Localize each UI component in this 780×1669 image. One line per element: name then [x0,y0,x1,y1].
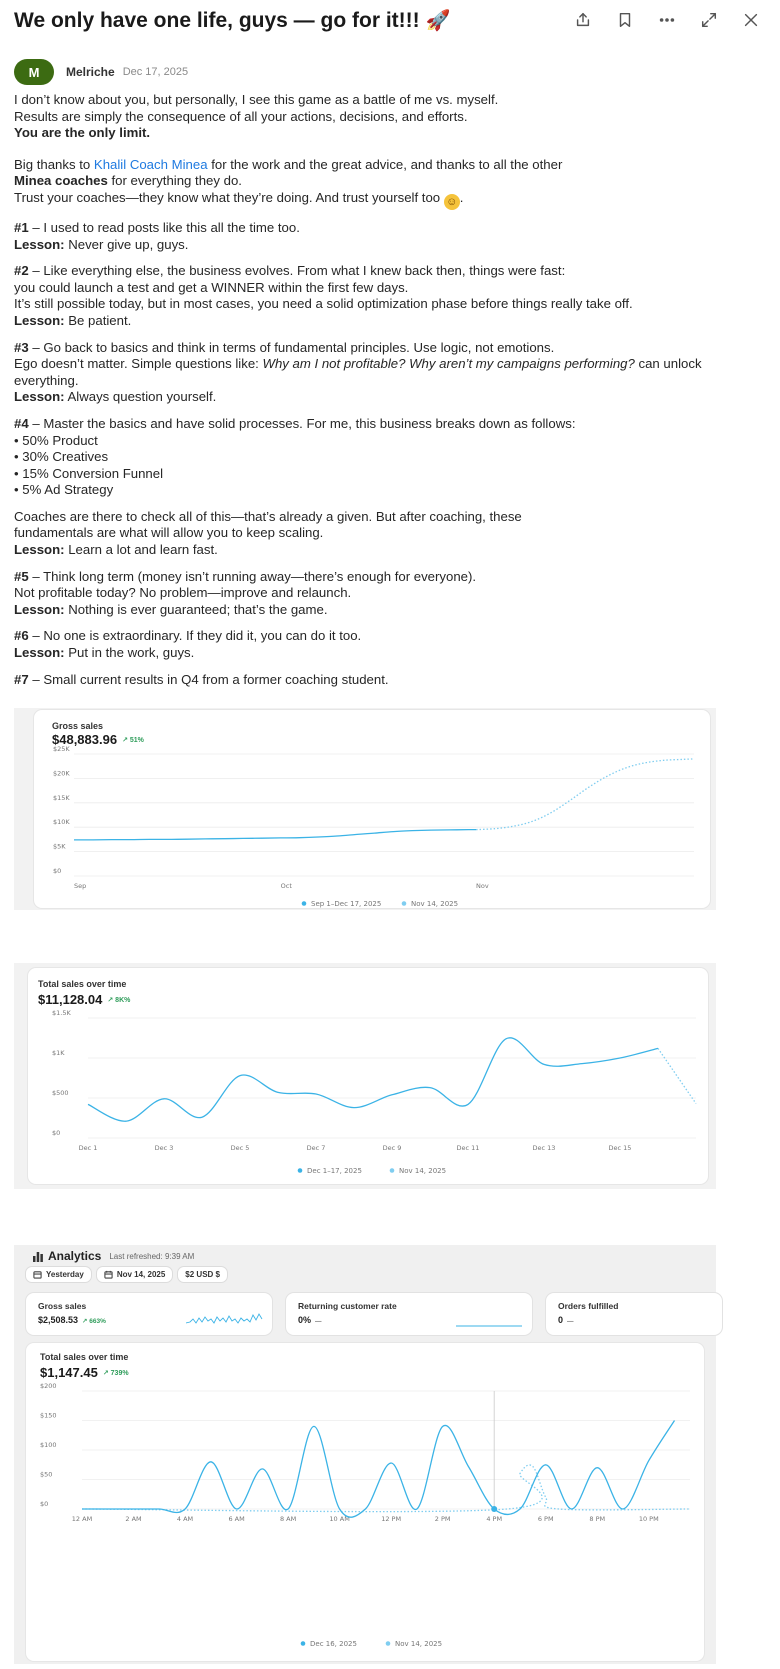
intro-paragraph: I don’t know about you, but personally, I see this game as a battle of me vs. myself. Results are simply the consequence of all your actions, decisions, and efforts. You are the only limit. [14,92,499,141]
x-tick-label: 12 AM [71,1515,93,1523]
y-tick-label: $100 [40,1441,57,1449]
legend-label: Nov 14, 2025 [395,1640,443,1648]
hover-point [491,1506,497,1512]
y-tick-label: $0 [53,867,62,875]
x-tick-label: Dec 11 [456,1144,480,1152]
metric-value: 0% — [298,1315,322,1325]
point-1: #1 – I used to read posts like this all the time too. Lesson: Never give up, guys. [14,219,300,252]
metric-sparkline [186,1309,266,1327]
list-item: • 15% Conversion Funnel [14,466,766,483]
metric-sparkline [456,1322,522,1330]
post-header [0,0,780,42]
avatar[interactable]: M [14,59,54,85]
legend-swatch [390,1168,395,1173]
filter-chips [26,1267,227,1282]
coaches-paragraph: Coaches are there to check all of this—that’s already a given. But after coaching, these fundamentals are what will allow you to keep scaling. Lesson: Learn a lot and learn fast. [14,508,522,558]
gross-sales-chart [34,710,710,908]
x-tick-label: Dec 3 [154,1144,174,1152]
analytics-dashboard [14,1245,716,1664]
more-icon[interactable] [656,8,678,32]
smile-emoji-icon: ☺ [444,194,460,210]
x-tick-label: Dec 15 [608,1144,632,1152]
analytics-title: Analytics [48,1249,102,1263]
gross-sales-screenshot [14,708,716,910]
date-range-button[interactable]: Yesterday [26,1267,91,1282]
series-line [658,1048,696,1103]
x-tick-label: Nov [476,882,489,890]
gross-sales-card [34,710,710,908]
metric-gross-sales[interactable] [26,1293,272,1335]
author-name[interactable]: Melriche [66,65,115,79]
list-item: • 30% Creatives [14,449,766,466]
metric-orders-fulfilled[interactable] [546,1293,722,1335]
legend-swatch [386,1641,391,1646]
legend-swatch [301,1641,306,1646]
x-tick-label: Dec 5 [230,1144,250,1152]
x-tick-label: Dec 9 [382,1144,402,1152]
legend-label: Dec 16, 2025 [310,1640,357,1648]
x-tick-label: 2 AM [125,1515,142,1523]
x-tick-label: 4 AM [176,1515,194,1523]
legend-label: Nov 14, 2025 [399,1167,447,1175]
calendar-compare-icon [104,1270,113,1279]
x-tick-label: 8 AM [279,1515,297,1523]
change-badge: ↗ 739% [102,1370,129,1377]
close-icon[interactable] [740,8,762,32]
coach-link[interactable]: Khalil Coach Minea [93,156,208,172]
change-badge: ↗ 8K% [107,997,131,1004]
y-tick-label: $50 [40,1470,53,1479]
legend-label: Dec 1–17, 2025 [307,1167,362,1175]
chart-value: $1,147.45 ↗ 739% [40,1365,129,1380]
calendar-icon [33,1270,42,1279]
x-tick-label: 6 AM [228,1515,245,1523]
legend-swatch [298,1168,303,1173]
thanks-paragraph: Big thanks to Khalil Coach Minea for the work and the great advice, and thanks to all the other Minea coaches for everything they do. Trust your coaches—they know what they’re doing. And trust yourself too ☺ . [14,156,563,208]
metric-label: Returning customer rate [298,1301,397,1311]
legend-label: Sep 1–Dec 17, 2025 [311,900,382,908]
chart-value: $48,883.96 ↗ 51% [52,732,144,747]
hourly-sales-card [26,1343,704,1661]
y-tick-label: $500 [52,1089,69,1097]
x-tick-label: 2 PM [434,1515,451,1523]
series-line [82,1465,690,1512]
series-line [82,1421,675,1518]
x-tick-label: 10 PM [638,1515,659,1523]
x-tick-label: 4 PM [486,1515,503,1523]
point-5: #5 – Think long term (money isn’t running away—there’s enough for everyone). Not profitable today? No problem—improve and relaunch. Lesson: Nothing is ever guaranteed; that’s the game. [14,568,477,617]
currency-button[interactable]: $2 USD $ [178,1267,227,1282]
chart-title: Total sales over time [38,979,127,989]
y-tick-label: $10K [53,818,70,827]
hourly-sales-chart [26,1343,704,1661]
legend-label: Nov 14, 2025 [411,900,459,908]
x-tick-label: Dec 7 [306,1144,326,1152]
x-tick-label: 10 AM [329,1515,350,1523]
y-tick-label: $1K [52,1049,65,1057]
expand-icon[interactable] [698,8,720,32]
x-tick-label: Dec 1 [78,1144,98,1152]
analytics-bar-icon [32,1251,44,1262]
rocket-icon: 🚀 [425,10,451,32]
header-actions [572,8,762,32]
breakdown-list [14,433,766,499]
x-tick-label: 6 PM [537,1515,554,1523]
chart-title: Gross sales [52,721,104,731]
y-tick-label: $150 [40,1411,57,1420]
analytics-header [32,1247,194,1265]
last-refreshed: Last refreshed: 9:39 AM [109,1251,195,1261]
chart-value: $11,128.04 ↗ 8K% [38,992,131,1007]
series-line [88,1038,658,1121]
point-2: #2 – Like everything else, the business evolves. From what I knew back then, things were fast: you could launch a test and get a WINNER within the first few days. It’s still possible today, but in most cases, you need a solid optimization phase before things really take off. Lesson: Be patient. [14,263,633,328]
y-tick-label: $0 [52,1129,61,1137]
y-tick-label: $5K [53,842,66,851]
x-tick-label: 12 PM [381,1515,402,1523]
x-tick-label: 8 PM [589,1515,606,1523]
metric-value: $2,508.53 ↗ 663% [38,1315,106,1325]
y-tick-label: $200 [40,1382,57,1390]
post-body [14,92,766,698]
list-item: • 50% Product [14,433,766,450]
point-3: #3 – Go back to basics and think in terms of fundamental principles. Use logic, not emotions. Ego doesn’t matter. Simple questions like: Why am I not profitable? Why aren’t my campaigns performing? can unlock everything. Lesson: Always question yourself. [14,339,702,405]
point-4: #4 – Master the basics and have solid processes. For me, this business breaks down as follows: • 50% Product • 30% Creatives • 15% Conversion Funnel • 5% Ad Strategy [14,416,766,499]
change-badge: ↗ 51% [122,737,144,744]
y-tick-label: $0 [40,1500,49,1508]
x-tick-label: Oct [280,882,292,890]
chart-title: Total sales over time [40,1352,129,1362]
y-tick-label: $20K [53,769,70,778]
post-title: We only have one life, guys — go for it!!! 🚀 [14,9,451,32]
daily-sales-screenshot [14,963,716,1189]
metric-label: Orders fulfilled [558,1301,619,1311]
y-tick-label: $15K [53,793,70,802]
point-7: #7 – Small current results in Q4 from a former coaching student. [14,671,389,687]
metric-label: Gross sales [38,1301,87,1311]
legend-swatch [402,901,407,906]
series-line [476,759,694,830]
x-tick-label: Sep [74,882,87,890]
legend-swatch [302,901,307,906]
daily-sales-chart [28,968,708,1184]
x-tick-label: Dec 13 [532,1144,556,1152]
series-line [74,830,476,840]
metric-value: 0 — [558,1315,574,1325]
bookmark-icon[interactable] [614,8,636,32]
y-tick-label: $1.5K [52,1009,71,1017]
list-item: • 5% Ad Strategy [14,482,766,499]
author-row [14,58,188,86]
y-tick-label: $25K [53,745,70,753]
daily-sales-card [28,968,708,1184]
metric-returning-customer-rate[interactable] [286,1293,532,1335]
point-6: #6 – No one is extraordinary. If they did it, you can do it too. Lesson: Put in the work, guys. [14,628,362,661]
compare-date-button[interactable]: Nov 14, 2025 [97,1267,172,1282]
share-icon[interactable] [572,8,594,32]
post-date: Dec 17, 2025 [122,66,189,78]
